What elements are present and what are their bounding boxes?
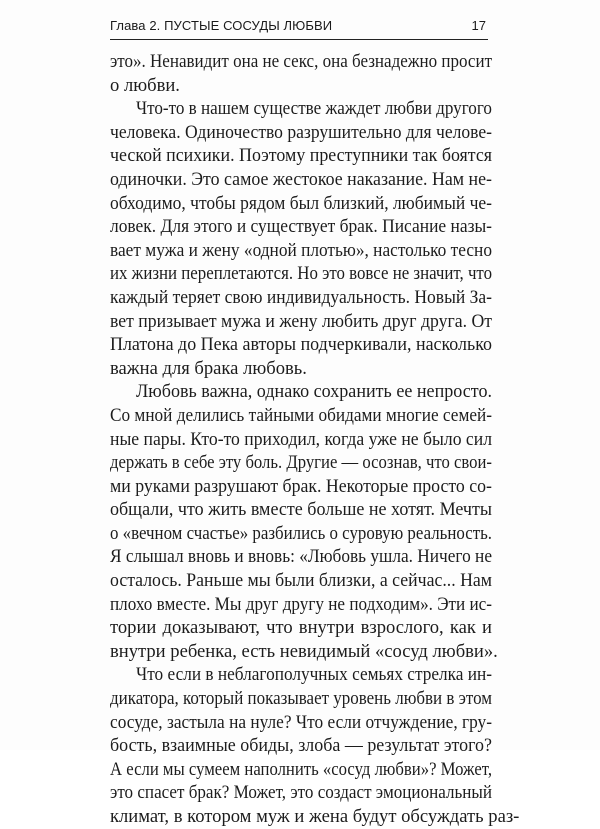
chapter-title: Глава 2. ПУСТЫЕ СОСУДЫ ЛЮБВИ [110,18,333,33]
text-line: это спасет брак? Может, это создаст эмоциональный [110,782,492,804]
text-line: о «вечном счастье» разбились о суровую реальность. [110,522,493,544]
text-line: ные пары. Кто-то приходил, когда уже не было сил [110,428,493,450]
text-line: ми руками разрушают брак. Некоторые просто со- [110,475,492,497]
text-line: бость, взаимные обиды, злоба — результат этого? [110,735,493,757]
text-line: Что-то в нашем существе жаждет любви другого [136,98,492,120]
text-line: вет призывает мужа и жену любить друг друга. От [110,310,492,332]
text-line: ческой психики. Поэтому преступники так боятся [110,145,493,167]
text-line: климат, в котором муж и жена будут обсуждать раз- [110,806,520,827]
text-line: человека. Одиночество разрушительно для челове- [110,121,493,143]
text-line: Со мной делились тайными обидами многие семей- [110,404,492,426]
text-line: тории доказывают, что внутри взрослого, как и [110,617,492,639]
text-line: обходимо, чтобы рядом был близкий, любимый че- [110,192,492,214]
text-line: Что если в неблагополучных семьях стрелка ин- [136,664,492,686]
body-text [110,50,520,829]
text-line: осталось. Раньше мы были близки, а сейчас... Нам [110,570,493,592]
text-line: общали, что жить вместе больше не хотят. Мечты [110,499,492,521]
text-line: это». Ненавидит она не секс, она безнадежно просит [110,51,493,72]
text-line: их жизни переплетаются. Но это вовсе не значит, что [110,263,493,285]
text-line: держать в себе эту боль. Другие — осознав, что свои- [110,452,492,474]
text-line: важна для брака любовь. [110,357,307,379]
text-line: внутри ребенка, есть невидимый «сосуд любви». [110,640,498,662]
text-line: дикатора, который показывает уровень любви в этом [110,688,493,710]
page-number: 17 [471,18,486,33]
text-line: о любви. [110,74,180,96]
text-line: сосуде, застыла на нуле? Что если отчуждение, гру- [110,711,492,733]
text-line: Платона до Пека авторы подчеркивали, насколько [110,334,492,356]
text-line: плохо вместе. Мы друг другу не подходим». Эти ис- [110,593,493,615]
text-line: ловек. Для этого и существует брак. Писание назы- [110,216,493,238]
text-line: А если мы сумеем наполнить «сосуд любви»? Может, [110,758,493,780]
text-line: одиночки. Это самое жестокое наказание. Нам не- [110,168,492,190]
text-line: вает мужа и жену «одной плотью», настолько тесно [110,239,492,261]
running-header [110,17,488,40]
text-line: Любовь важна, однако сохранить ее непросто. [136,381,493,403]
text-line: Я слышал вновь и вновь: «Любовь ушла. Ничего не [110,546,493,568]
text-line: каждый теряет свою индивидуальность. Новый За- [110,286,493,308]
